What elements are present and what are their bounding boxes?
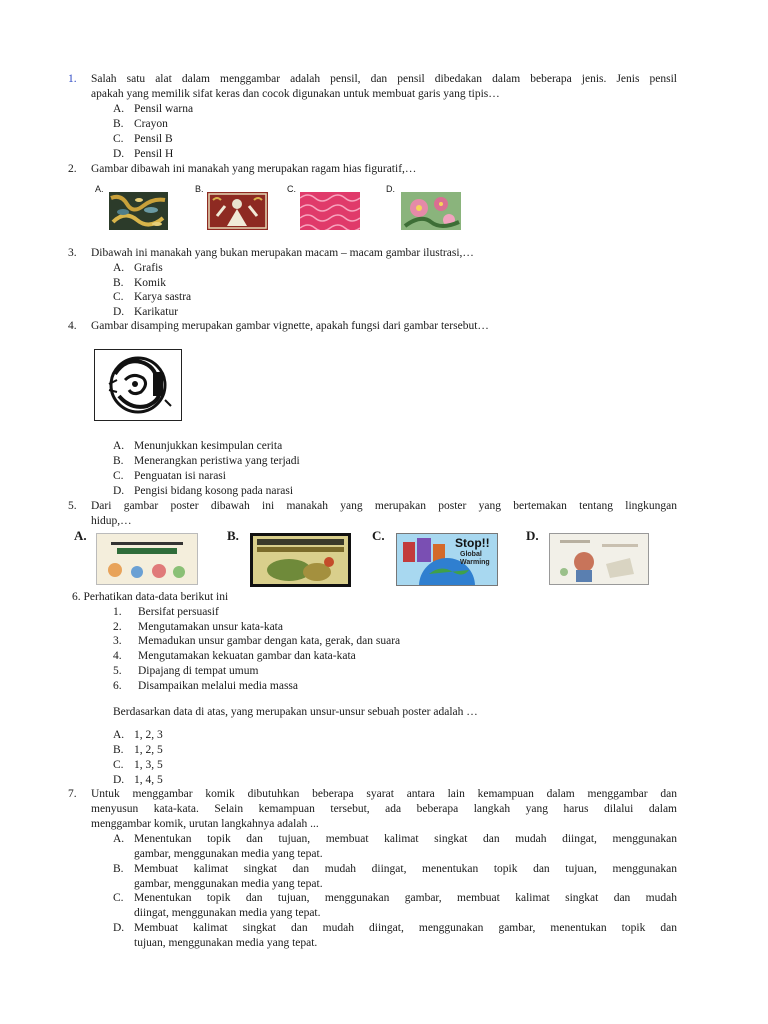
q6-item-1: Bersifat persuasif <box>138 606 219 618</box>
q2-text: Gambar dibawah ini manakah yang merupakan ragam hias figuratif,… <box>91 163 417 175</box>
q1-text-line1: Salah satu alat dalam menggambar adalah pensil, dan pensil dibedakan dalam beberapa jenis. Jenis pensil <box>91 73 677 85</box>
q4-vignette-image <box>94 349 182 421</box>
q1-number: 1. <box>68 73 77 85</box>
q2-label-d: D. <box>386 184 395 194</box>
q3-option-a: Grafis <box>134 262 163 274</box>
q5-label-c: C. <box>372 528 385 543</box>
q7-text-line3: menggambar komik, urutan langkahnya adalah ... <box>91 818 319 830</box>
q5-number: 5. <box>68 500 77 512</box>
q6-item-6-num: 6. <box>113 680 122 692</box>
q6-item-3: Memadukan unsur gambar dengan kata, gerak, dan suara <box>138 635 401 647</box>
q6-option-a-letter: A. <box>113 729 125 741</box>
q5-poster-c-global: Global <box>460 551 482 558</box>
q3-option-c: Karya sastra <box>134 291 192 303</box>
q4-option-d-letter: D. <box>113 485 125 497</box>
q7-option-d-letter: D. <box>113 922 125 934</box>
q2-image-d <box>401 192 461 230</box>
q6-option-c: 1, 3, 5 <box>134 759 163 771</box>
q6-item-6: Disampaikan melalui media massa <box>138 680 298 692</box>
q4-text: Gambar disamping merupakan gambar vignette, apakah fungsi dari gambar tersebut… <box>91 320 489 332</box>
q6-option-c-letter: C. <box>113 759 124 771</box>
q7-number: 7. <box>68 788 77 800</box>
q1-option-d: Pensil H <box>134 148 174 160</box>
q6-option-d: 1, 4, 5 <box>134 774 163 786</box>
q3-option-b-letter: B. <box>113 277 124 289</box>
q2-image-b <box>207 192 268 230</box>
q6-item-4-num: 4. <box>113 650 122 662</box>
q2-number: 2. <box>68 163 77 175</box>
q4-number: 4. <box>68 320 77 332</box>
q6-item-1-num: 1. <box>113 606 122 618</box>
q6-option-a: 1, 2, 3 <box>134 729 163 741</box>
q4-option-d: Pengisi bidang kosong pada narasi <box>134 485 294 497</box>
q7-option-c-letter: C. <box>113 892 124 904</box>
q6-item-3-num: 3. <box>113 635 122 647</box>
q3-option-b: Komik <box>134 277 166 289</box>
q1-option-d-letter: D. <box>113 148 125 160</box>
q6-item-2-num: 2. <box>113 621 122 633</box>
q7-option-b-letter: B. <box>113 863 124 875</box>
q7-option-c-line1: Menentukan topik dan tujuan, menggunakan gambar, membuat kalimat singkat dan mudah <box>134 892 677 904</box>
q7-option-b-line1: Membuat kalimat singkat dan mudah diingat, menentukan topik dan tujuan, menggunakan <box>134 863 677 875</box>
q5-label-b: B. <box>227 528 239 543</box>
q5-poster-c <box>396 533 498 586</box>
q7-text-line1: Untuk menggambar komik dibutuhkan beberapa syarat antara lain kemampuan dalam menggambar dan <box>91 788 677 800</box>
q5-poster-c-warming: Warming <box>460 559 490 566</box>
q2-label-c: C. <box>287 184 296 194</box>
q5-poster-d <box>549 533 649 585</box>
q3-option-d: Karikatur <box>134 306 179 318</box>
q1-option-b-letter: B. <box>113 118 124 130</box>
q5-label-a: A. <box>74 528 87 543</box>
q6-option-d-letter: D. <box>113 774 125 786</box>
q5-text-line1: Dari gambar poster dibawah ini manakah yang merupakan poster yang bertemakan tentang lingkungan <box>91 500 677 512</box>
q3-text: Dibawah ini manakah yang bukan merupakan macam – macam gambar ilustrasi,… <box>91 247 474 259</box>
q2-image-a <box>109 192 168 230</box>
q2-label-b: B. <box>195 184 204 194</box>
q6-title: 6. Perhatikan data-data berikut ini <box>72 591 229 603</box>
q6-question: Berdasarkan data di atas, yang merupakan unsur-unsur sebuah poster adalah … <box>113 706 478 718</box>
q6-item-4: Mengutamakan kekuatan gambar dan kata-kata <box>138 650 356 662</box>
q1-option-a: Pensil warna <box>134 103 194 115</box>
q4-option-b-letter: B. <box>113 455 124 467</box>
q7-option-d-line1: Membuat kalimat singkat dan mudah diingat, menggunakan gambar, menentukan topik dan <box>134 922 677 934</box>
q3-option-d-letter: D. <box>113 306 125 318</box>
q5-text-line2: hidup,… <box>91 515 132 527</box>
q5-poster-a <box>96 533 198 585</box>
q3-number: 3. <box>68 247 77 259</box>
q1-option-b: Crayon <box>134 118 168 130</box>
q7-option-b-line2: gambar, menggunakan media yang tepat. <box>134 878 323 890</box>
q4-option-c-letter: C. <box>113 470 124 482</box>
q6-item-5-num: 5. <box>113 665 122 677</box>
q7-option-a-line2: gambar, menggunakan media yang tepat. <box>134 848 323 860</box>
q7-text-line2: menyusun kata-kata. Selain kemampuan tersebut, ada beberapa langkah yang harus dilalui dalam <box>91 803 677 815</box>
q4-option-a: Menunjukkan kesimpulan cerita <box>134 440 283 452</box>
q7-option-a-line1: Menentukan topik dan tujuan, membuat kalimat singkat dan mudah diingat, menggunakan <box>134 833 677 845</box>
q1-option-a-letter: A. <box>113 103 125 115</box>
q3-option-a-letter: A. <box>113 262 125 274</box>
q2-label-a: A. <box>95 184 104 194</box>
q6-item-5: Dipajang di tempat umum <box>138 665 259 677</box>
q7-option-c-line2: diingat, menggunakan media yang tepat. <box>134 907 321 919</box>
q6-option-b: 1, 2, 5 <box>134 744 163 756</box>
q2-image-c <box>300 192 360 230</box>
q4-option-b: Menerangkan peristiwa yang terjadi <box>134 455 300 467</box>
q5-poster-c-stop: Stop!! <box>455 536 490 550</box>
q3-option-c-letter: C. <box>113 291 124 303</box>
q4-option-c: Penguatan isi narasi <box>134 470 226 482</box>
q4-option-a-letter: A. <box>113 440 125 452</box>
q6-item-2: Mengutamakan unsur kata-kata <box>138 621 283 633</box>
q6-option-b-letter: B. <box>113 744 124 756</box>
q1-option-c-letter: C. <box>113 133 124 145</box>
q1-option-c: Pensil B <box>134 133 173 145</box>
q1-text-line2: apakah yang memilik sifat keras dan cocok digunakan untuk membuat garis yang tipis… <box>91 88 500 100</box>
q5-poster-b <box>250 533 351 587</box>
q7-option-d-line2: tujuan, menggunakan media yang tepat. <box>134 937 318 949</box>
q7-option-a-letter: A. <box>113 833 125 845</box>
q5-label-d: D. <box>526 528 539 543</box>
